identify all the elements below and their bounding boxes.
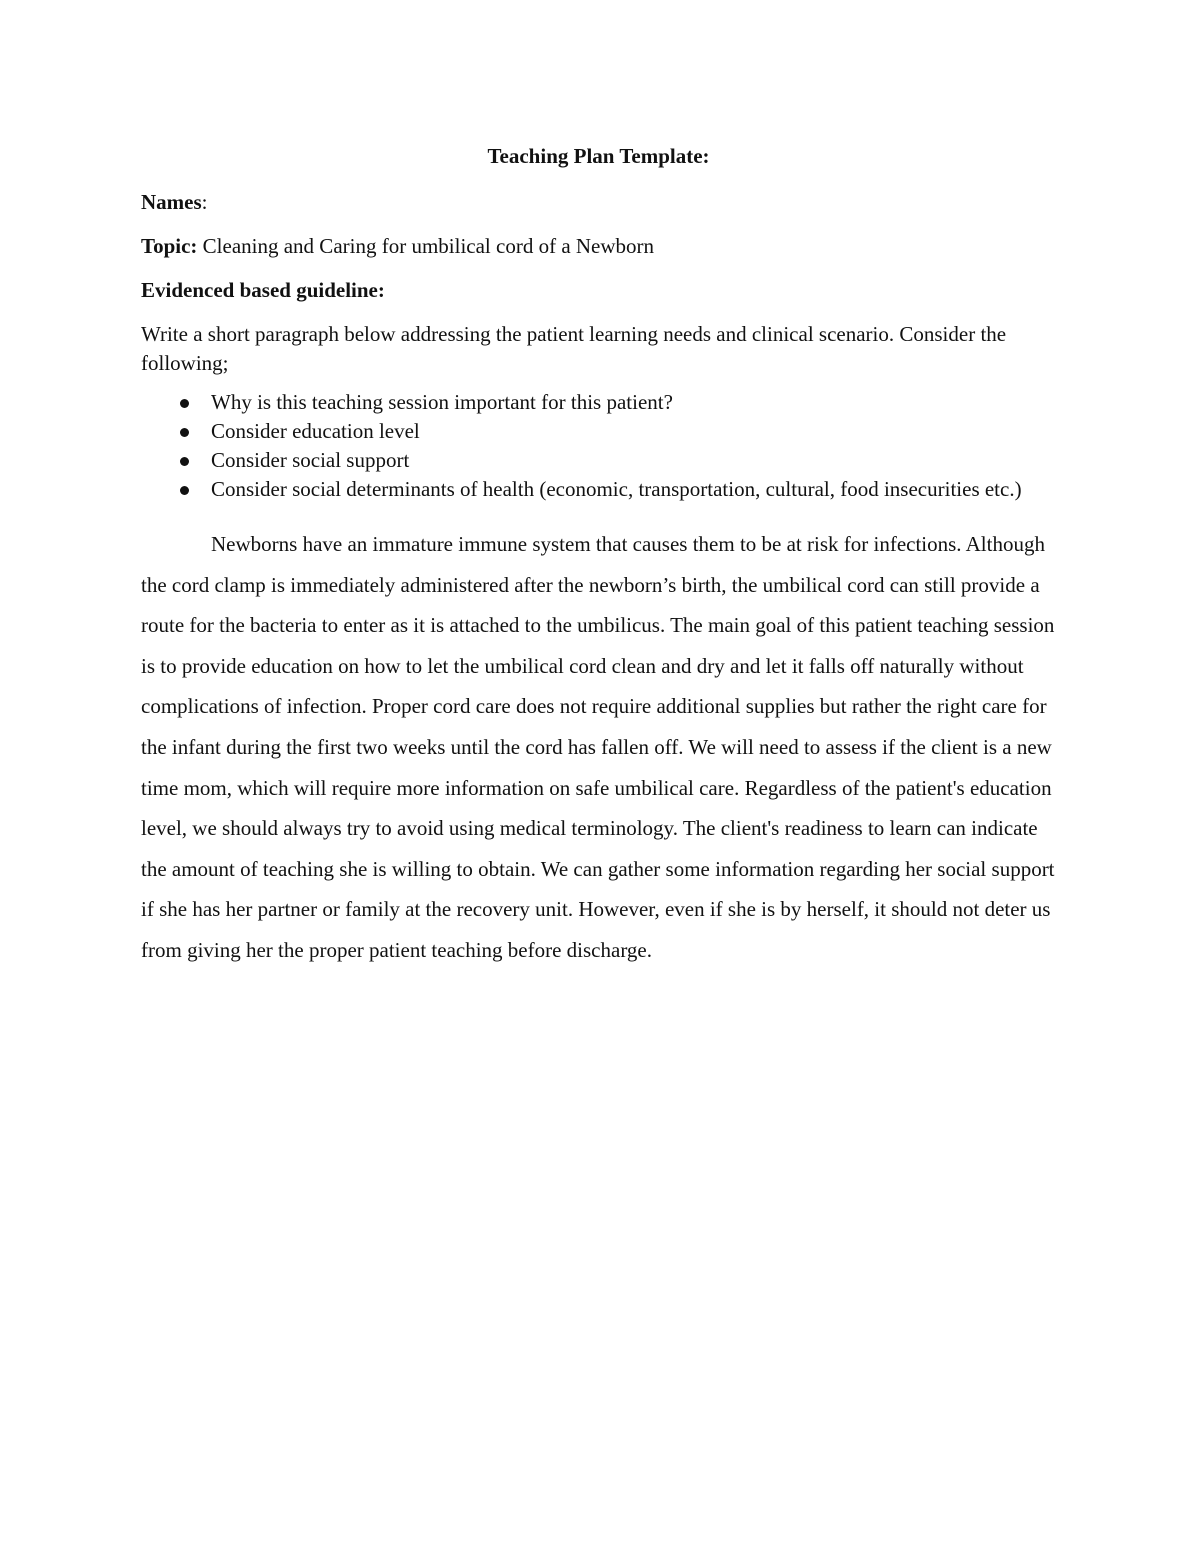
list-item: Consider education level: [211, 417, 1056, 446]
document-body: [141, 140, 1056, 971]
document-title: Teaching Plan Template:: [487, 144, 710, 168]
names-label: Names: [141, 190, 202, 214]
topic-field: [141, 232, 1056, 261]
names-colon: :: [201, 190, 208, 214]
guideline-label: Evidenced based guideline:: [141, 278, 385, 302]
list-item: Consider social determinants of health (economic, transportation, cultural, food insecurities etc.): [211, 475, 1056, 504]
names-field: [141, 188, 1056, 217]
essay-paragraph: Newborns have an immature immune system that causes them to be at risk for infections. Although the cord clamp is immediately administered after the newborn’s birth, the umbilical cord can still provide a route for the bacteria to enter as it is attached to the umbilicus. The main goal of this patient teaching session is to provide education on how to let the umbilical cord clean and dry and let it falls off naturally without complications of infection. Proper cord care does not require additional supplies but rather the right care for the infant during the first two weeks until the cord has fallen off. We will need to assess if the client is a new time mom, which will require more information on safe umbilical care. Regardless of the patient's education level, we should always try to avoid using medical terminology. The client's readiness to learn can indicate the amount of teaching she is willing to obtain. We can gather some information regarding her social support if she has her partner or family at the recovery unit. However, even if she is by herself, it should not deter us from giving her the proper patient teaching before discharge.: [141, 532, 1055, 962]
instructions-text: Write a short paragraph below addressing the patient learning needs and clinical scenario. Consider the following;: [141, 322, 1007, 375]
consideration-list: [141, 388, 1056, 504]
topic-value: Cleaning and Caring for umbilical cord of a Newborn: [197, 234, 655, 258]
topic-label: Topic:: [141, 234, 198, 258]
list-item: Consider social support: [211, 446, 1056, 475]
list-item: Why is this teaching session important for this patient?: [211, 388, 1056, 417]
guideline-field: [141, 276, 1056, 305]
